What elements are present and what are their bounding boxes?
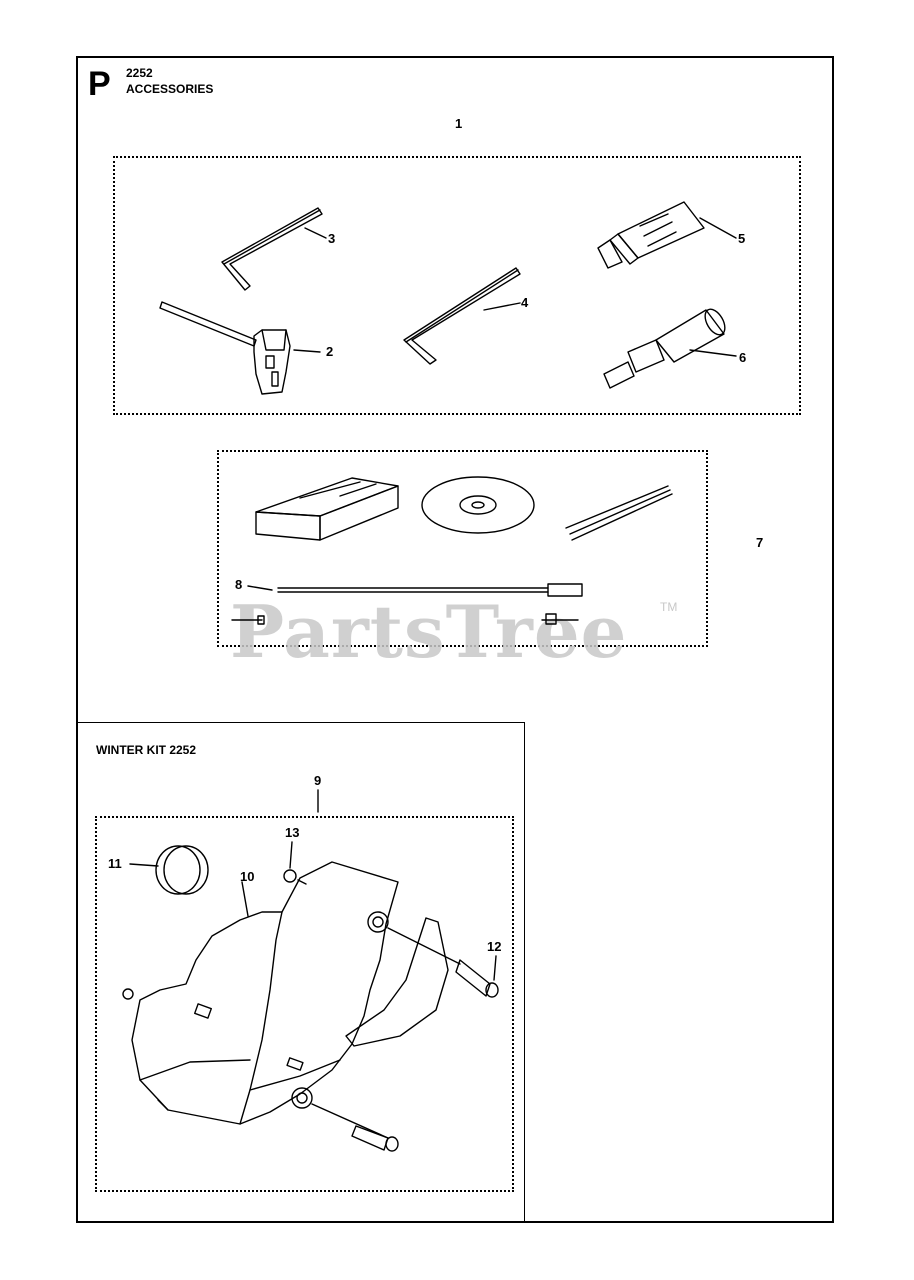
cd-disc-part — [422, 477, 534, 533]
callout-9: 9 — [314, 773, 322, 788]
watermark: PartsTree — [230, 589, 628, 674]
callout-11: 11 — [108, 856, 122, 871]
callout-2: 2 — [326, 344, 334, 359]
combination-spanner-part — [160, 302, 320, 394]
callout-3: 3 — [328, 231, 336, 246]
grommet-part — [284, 842, 306, 884]
model-number: 2252 — [126, 66, 153, 80]
callout-5: 5 — [738, 231, 746, 246]
hex-key-large-part — [404, 268, 520, 364]
winter-cover-part — [123, 862, 398, 1124]
tweezers-part — [566, 486, 672, 540]
watermark-trademark: TM — [660, 600, 678, 614]
page-code-letter: P — [88, 65, 111, 103]
section-title: ACCESSORIES — [126, 82, 214, 96]
hex-key-small-part — [222, 208, 326, 290]
cap-part — [130, 846, 208, 894]
callout-6: 6 — [739, 350, 747, 365]
winter-kit-title: WINTER KIT 2252 — [96, 743, 197, 757]
deflector-plate-part — [292, 912, 498, 1151]
callout-13: 13 — [285, 825, 300, 840]
callout-10: 10 — [240, 869, 255, 884]
callout-12: 12 — [487, 939, 502, 954]
callout-1: 1 — [455, 116, 463, 131]
grease-gun-part — [604, 306, 736, 388]
callout-8: 8 — [235, 577, 243, 592]
manual-box-part — [256, 478, 398, 540]
diagnostic-cable-part — [232, 584, 582, 624]
callout-4: 4 — [521, 295, 529, 310]
callout-7: 7 — [756, 535, 764, 550]
grease-tube-part — [598, 202, 736, 268]
